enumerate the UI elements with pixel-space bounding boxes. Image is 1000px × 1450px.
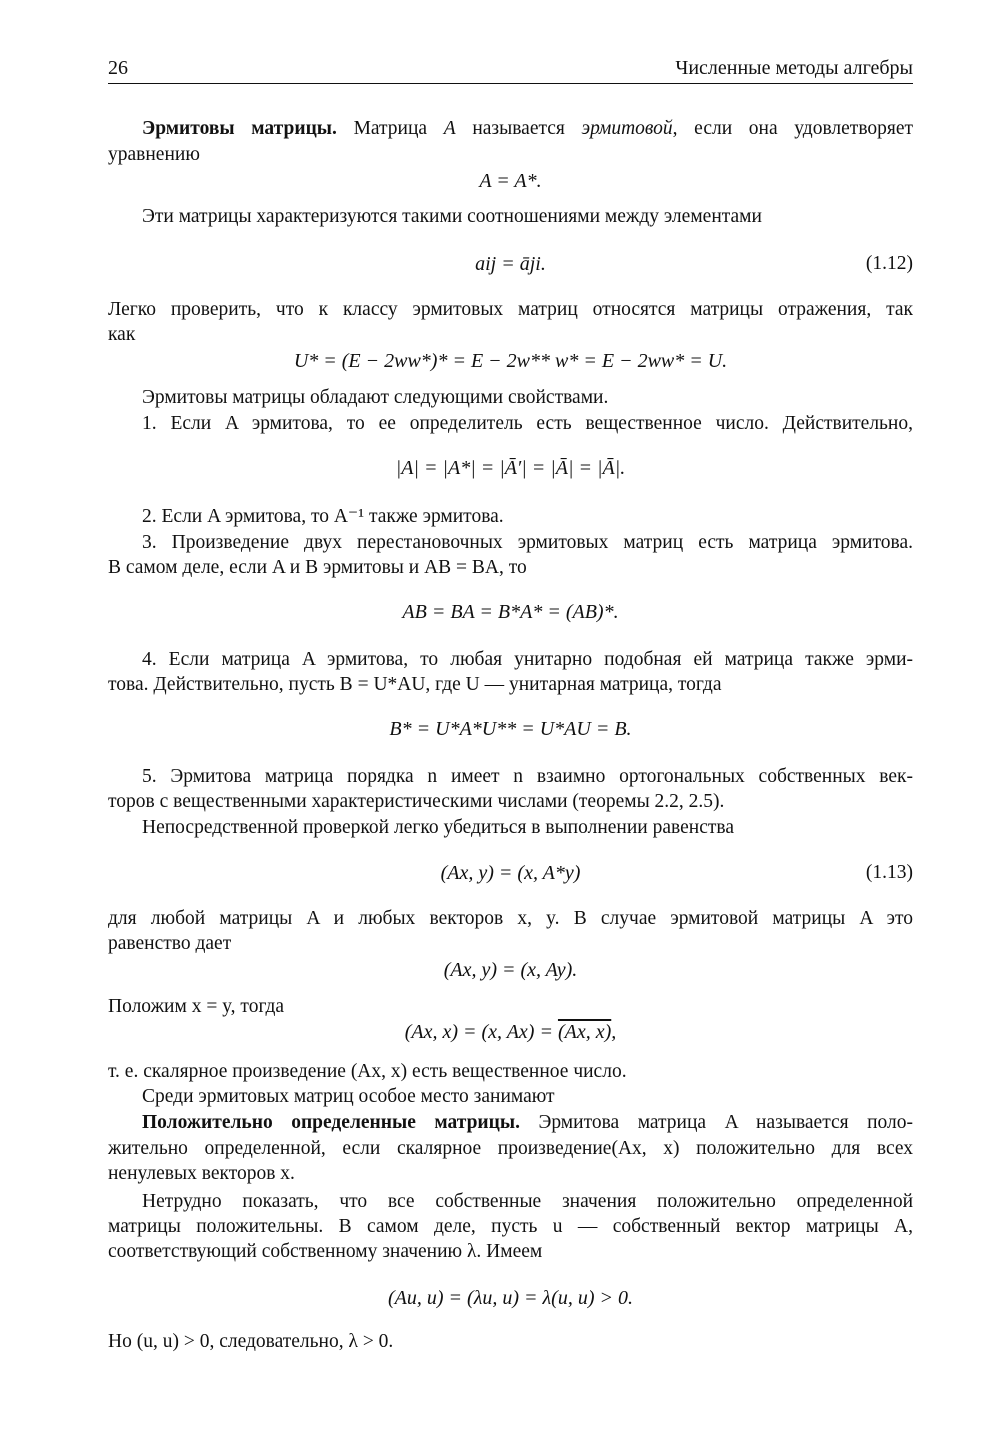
equation-text: |A| = |A*| = |Ā′| = |Ā| = |Ā|.: [395, 457, 626, 479]
posdef-line-2: жительно определенной, если скалярное произведение(Ax, x) положительно для всех: [108, 1138, 913, 1159]
text-span: Матрица: [353, 118, 428, 139]
properties-intro: Эрмитовы матрицы обладают следующими свойствами.: [142, 387, 609, 408]
any-matrix-line-2: равенство дает: [108, 933, 232, 954]
property-5-line-2: торов с вещественными характеристическими числами (теоремы 2.2, 2.5).: [108, 791, 725, 812]
hermitian-definition-line-2: уравнению: [108, 144, 200, 165]
posdef-line-3: ненулевых векторов x.: [108, 1163, 295, 1184]
equation-text: B* = U*A*U** = U*AU = B.: [389, 718, 632, 740]
equation-eigen: [108, 1285, 913, 1311]
equation-hermitian: [108, 168, 913, 194]
equation-number-1-12: (1.12): [865, 253, 913, 274]
property-1: 1. Если A эрмитова, то ее определитель есть вещественное число. Действительно,: [142, 413, 913, 434]
property-2: 2. Если A эрмитова, то A⁻¹ также эрмитова.: [142, 506, 504, 527]
equation-text: A = A*.: [479, 170, 542, 192]
defined-term: эрмитовой: [581, 118, 673, 139]
equation-text: (Ax, y) = (x, A*y): [440, 862, 581, 884]
equation-text: ,: [611, 1021, 617, 1043]
property-3-line-1: 3. Произведение двух перестановочных эрмитовых матриц есть матрица эрмитова.: [142, 532, 913, 553]
page: [108, 0, 913, 1450]
eigen-line-1: Нетрудно показать, что все собственные значения положительно определенной: [142, 1191, 913, 1212]
equation-1-13-row: [108, 860, 913, 886]
page-number: 26: [108, 57, 128, 79]
property-4-line-1: 4. Если матрица A эрмитова, то любая унитарно подобная ей матрица также эрми-: [142, 649, 913, 670]
posdef-line-1: [142, 1111, 913, 1135]
property-5-line-1: 5. Эрмитова матрица порядка n имеет n взаимно ортогональных собственных век-: [142, 766, 913, 787]
equation-conjugate: (Ax, x): [557, 1021, 612, 1043]
math-var: A: [443, 118, 456, 139]
equation-product: [108, 599, 913, 625]
eigen-line-3: соответствующий собственному значению λ. Имеем: [108, 1241, 543, 1262]
equation-text: U* = (E − 2ww*)* = E − 2w** w* = E − 2ww* = U.: [293, 350, 728, 372]
hermitian-definition-line-1: [142, 117, 913, 141]
header-rule: [108, 83, 913, 84]
put-x-equals-y: Положим x = y, тогда: [108, 996, 285, 1017]
equation-text: AB = BA = B*A* = (AB)*.: [402, 601, 619, 623]
reflection-text-line-2: как: [108, 324, 136, 345]
equation-1-12: [108, 251, 913, 277]
equation-hermitian-inner: [108, 957, 913, 983]
equation-text: (Ax, x) = (x, Ax) =: [404, 1021, 558, 1043]
equation-determinant: [108, 455, 913, 481]
reflection-text-line-1: Легко проверить, что к классу эрмитовых матриц относятся матрицы отражения, так: [108, 299, 913, 320]
equation-number-1-13: (1.13): [865, 862, 913, 883]
equation-text: aij = āji.: [475, 253, 546, 275]
text-span: , если она удовлетворяет: [672, 118, 914, 139]
real-number-text: т. е. скалярное произведение (Ax, x) есть вещественное число.: [108, 1061, 627, 1082]
special-place-text: Среди эрмитовых матриц особое место занимают: [142, 1086, 555, 1107]
relation-text: Эти матрицы характеризуются такими соотношениями между элементами: [142, 206, 762, 227]
hermitian-heading: Эрмитовы матрицы.: [142, 118, 337, 139]
running-title: Численные методы алгебры: [675, 57, 913, 79]
equation-1-13: [108, 860, 913, 886]
verify-text: Непосредственной проверкой легко убедиться в выполнении равенства: [142, 817, 734, 838]
property-3-line-2: В самом деле, если A и B эрмитовы и AB = BA, то: [108, 557, 527, 578]
equation-reflection: [108, 348, 913, 374]
conclusion-text: Но (u, u) > 0, следовательно, λ > 0.: [108, 1331, 394, 1352]
any-matrix-line-1: для любой матрицы A и любых векторов x, y. В случае эрмитовой матрицы A это: [108, 908, 913, 929]
equation-1-12-row: [108, 251, 913, 277]
equation-text: (Ax, y) = (x, Ay).: [443, 959, 578, 981]
eigen-line-2: матрицы положительны. В самом деле, пусть u — собственный вектор матрицы A,: [108, 1216, 913, 1237]
text-span: Эрмитова матрица A называется поло-: [538, 1112, 913, 1133]
text-span: называется: [472, 118, 565, 139]
equation-real-inner: [108, 1019, 913, 1045]
equation-text: (Au, u) = (λu, u) = λ(u, u) > 0.: [388, 1287, 633, 1309]
posdef-heading: Положительно определенные матрицы.: [142, 1112, 520, 1133]
property-4-line-2: това. Действительно, пусть B = U*AU, где U — унитарная матрица, тогда: [108, 674, 722, 695]
equation-unitary: [108, 716, 913, 742]
